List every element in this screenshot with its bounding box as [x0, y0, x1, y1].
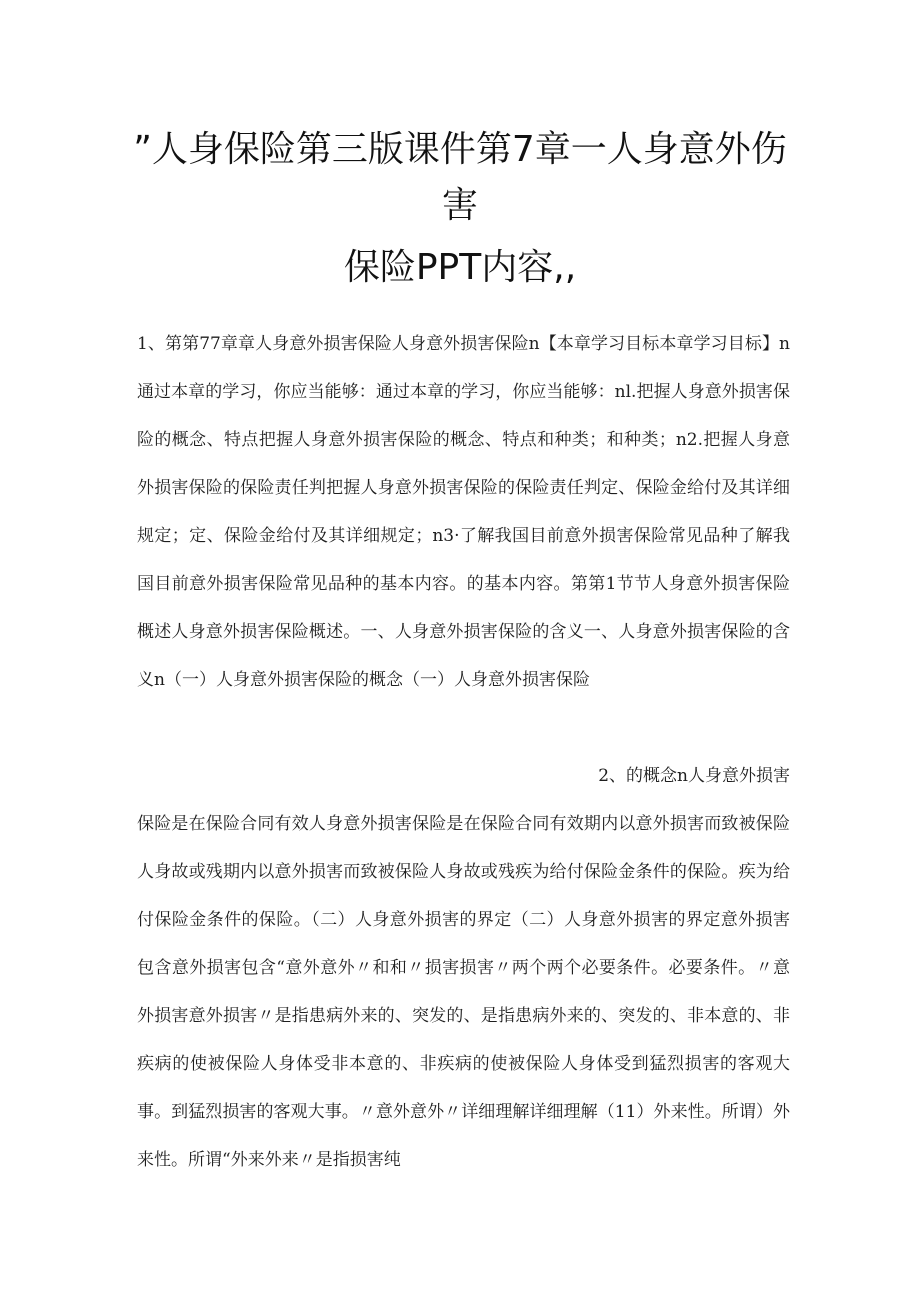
document-title-line-3: 保险PPT内容,, — [343, 247, 577, 288]
paragraph-2: 保险是在保险合同有效人身意外损害保险是在保险合同有效期内以意外损害而致被保险人身故或残期内以意外损害而致被保险人身故或残疾为给付保险金条件的保险。疾为给付保险金条件的保险。（二）人身意外损害的界定（二）人身意外损害的界定意外损害包含意外损害包含“意外意外〃和和〃损害损害〃两个两个必要条件。必要条件。〃意外损害意外损害〃是指患病外来的、突发的、是指患病外来的、突发的、非本意的、非疾病的使被保险人身体受非本意的、非疾病的使被保险人身体受到猛烈损害的客观大事。到猛烈损害的客观大事。〃意外意外〃详细理解详细理解（11）外来性。所谓）外来性。所谓“外来外来〃是指损害纯 — [137, 814, 790, 1170]
paragraph-1: 1、第第77章章人身意外损害保险人身意外损害保险n【本章学习目标本章学习目标】n通过本章的学习，你应当能够：通过本章的学习，你应当能够：nl.把握人身意外损害保险的概念、特点把握人身意外损害保险的概念、特点和种类；和种类；n2.把握人身意外损害保险的保险责任判把握人身意外损害保险的保险责任判定、保险金给付及其详细规定；定、保险金给付及其详细规定；n3·了解我国目前意外损害保险常见品种了解我国目前意外损害保险常见品种的基本内容。的基本内容。第第1节节人身意外损害保险概述人身意外损害保险概述。一、人身意外损害保险的含义一、人身意外损害保险的含义n（一）人身意外损害保险的概念（一）人身意外损害保险 — [137, 334, 790, 690]
paragraph-2-heading: 2、的概念n人身意外损害 — [598, 766, 790, 786]
document-title-line-1: ”人身保险第三版课件第7章一人身意外伤 — [133, 129, 787, 170]
document-title-line-2: 害 — [441, 185, 478, 226]
